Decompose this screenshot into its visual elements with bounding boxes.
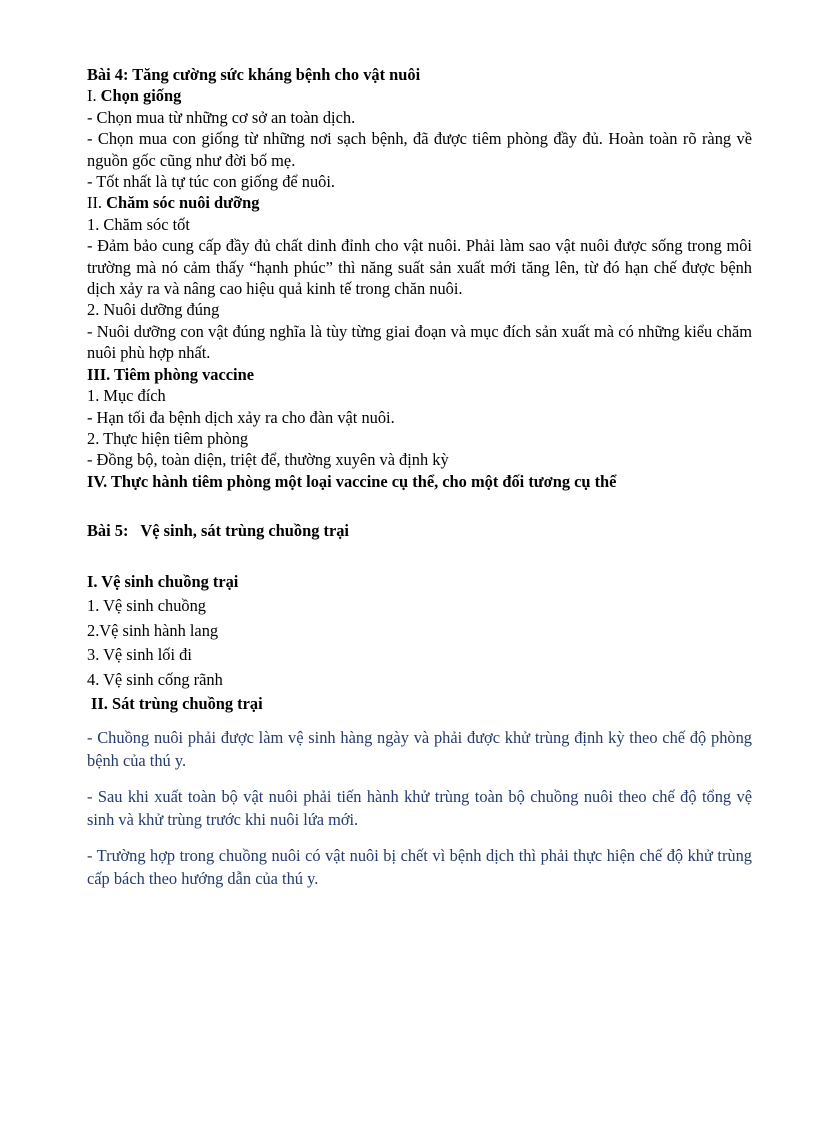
lesson5-section2-heading: II. Sát trùng chuồng trại — [91, 694, 263, 714]
lesson4-section3-heading: III. Tiêm phòng vaccine — [87, 364, 254, 384]
paragraph: - Nuôi dưỡng con vật đúng nghĩa là tùy từng giai đoạn và mục đích sản xuất mà có những kiểu chăm nuôi phù hợp nhất. — [87, 321, 752, 363]
subheading: 1. Mục đích — [87, 386, 166, 406]
paragraph: - Trường hợp trong chuồng nuôi có vật nuôi bị chết vì bệnh dịch thì phải thực hiện chế độ khử trùng cấp bách theo hướng dẫn của thú y. — [87, 845, 752, 888]
document-page — [87, 64, 752, 903]
subheading: 1. Chăm sóc tốt — [87, 214, 190, 234]
list-item: - Chọn mua con giống từ những nơi sạch bệnh, đã được tiêm phòng đầy đủ. Hoàn toàn rõ ràng về nguồn gốc cũng như đời bố mẹ. — [87, 129, 752, 170]
subheading: 2. Nuôi dưỡng đúng — [87, 300, 220, 320]
spacer — [87, 542, 752, 570]
lesson5-section1-heading: I. Vệ sinh chuồng trại — [87, 571, 239, 591]
spacer — [87, 492, 752, 520]
paragraph: - Chuồng nuôi phải được làm vệ sinh hàng ngày và phải được khử trùng định kỳ theo chế độ phòng bệnh của thú y. — [87, 727, 752, 770]
lesson4-section1-heading — [87, 85, 752, 106]
lesson4-section2-heading — [87, 192, 752, 213]
section-title: Chọn giống — [100, 86, 182, 106]
list-item: 1. Vệ sinh chuồng — [87, 596, 206, 616]
list-item: 4. Vệ sinh cống rãnh — [87, 669, 223, 689]
section-number: I. — [87, 86, 101, 106]
list-item: - Chọn mua từ những cơ sở an toàn dịch. — [87, 107, 356, 127]
paragraph: - Sau khi xuất toàn bộ vật nuôi phải tiến hành khử trùng toàn bộ chuồng nuôi theo chế độ tổng vệ sinh và khử trùng trước khi nuôi lứa mới. — [87, 786, 752, 829]
paragraph: - Hạn tối đa bệnh dịch xảy ra cho đàn vật nuôi. — [87, 407, 395, 427]
lesson5-title: Bài 5: Vệ sinh, sát trùng chuồng trại — [87, 521, 349, 541]
list-item: - Tốt nhất là tự túc con giống để nuôi. — [87, 172, 336, 192]
section-title: Chăm sóc nuôi dưỡng — [106, 193, 260, 213]
list-item: 3. Vệ sinh lối đi — [87, 645, 192, 665]
paragraph: - Đồng bộ, toàn diện, triệt để, thường xuyên và định kỳ — [87, 450, 449, 470]
lesson4-title: Bài 4: Tăng cường sức kháng bệnh cho vật nuôi — [87, 65, 421, 84]
paragraph: - Đảm bảo cung cấp đầy đủ chất dinh đỉnh cho vật nuôi. Phải làm sao vật nuôi được sống trong môi trường mà nó cảm thấy “hạnh phúc” thì năng suất sản xuất mới tăng lên, từ đó hạn chế được bệnh dịch xảy ra và nâng cao hiệu quả kinh tế trong chăn nuôi. — [87, 236, 752, 299]
list-item: 2.Vệ sinh hành lang — [87, 620, 219, 640]
section-number: II. — [87, 193, 107, 213]
subheading: 2. Thực hiện tiêm phòng — [87, 428, 249, 448]
lesson4-section4-heading: IV. Thực hành tiêm phòng một loại vaccine cụ thể, cho một đối tương cụ thể — [87, 471, 617, 491]
